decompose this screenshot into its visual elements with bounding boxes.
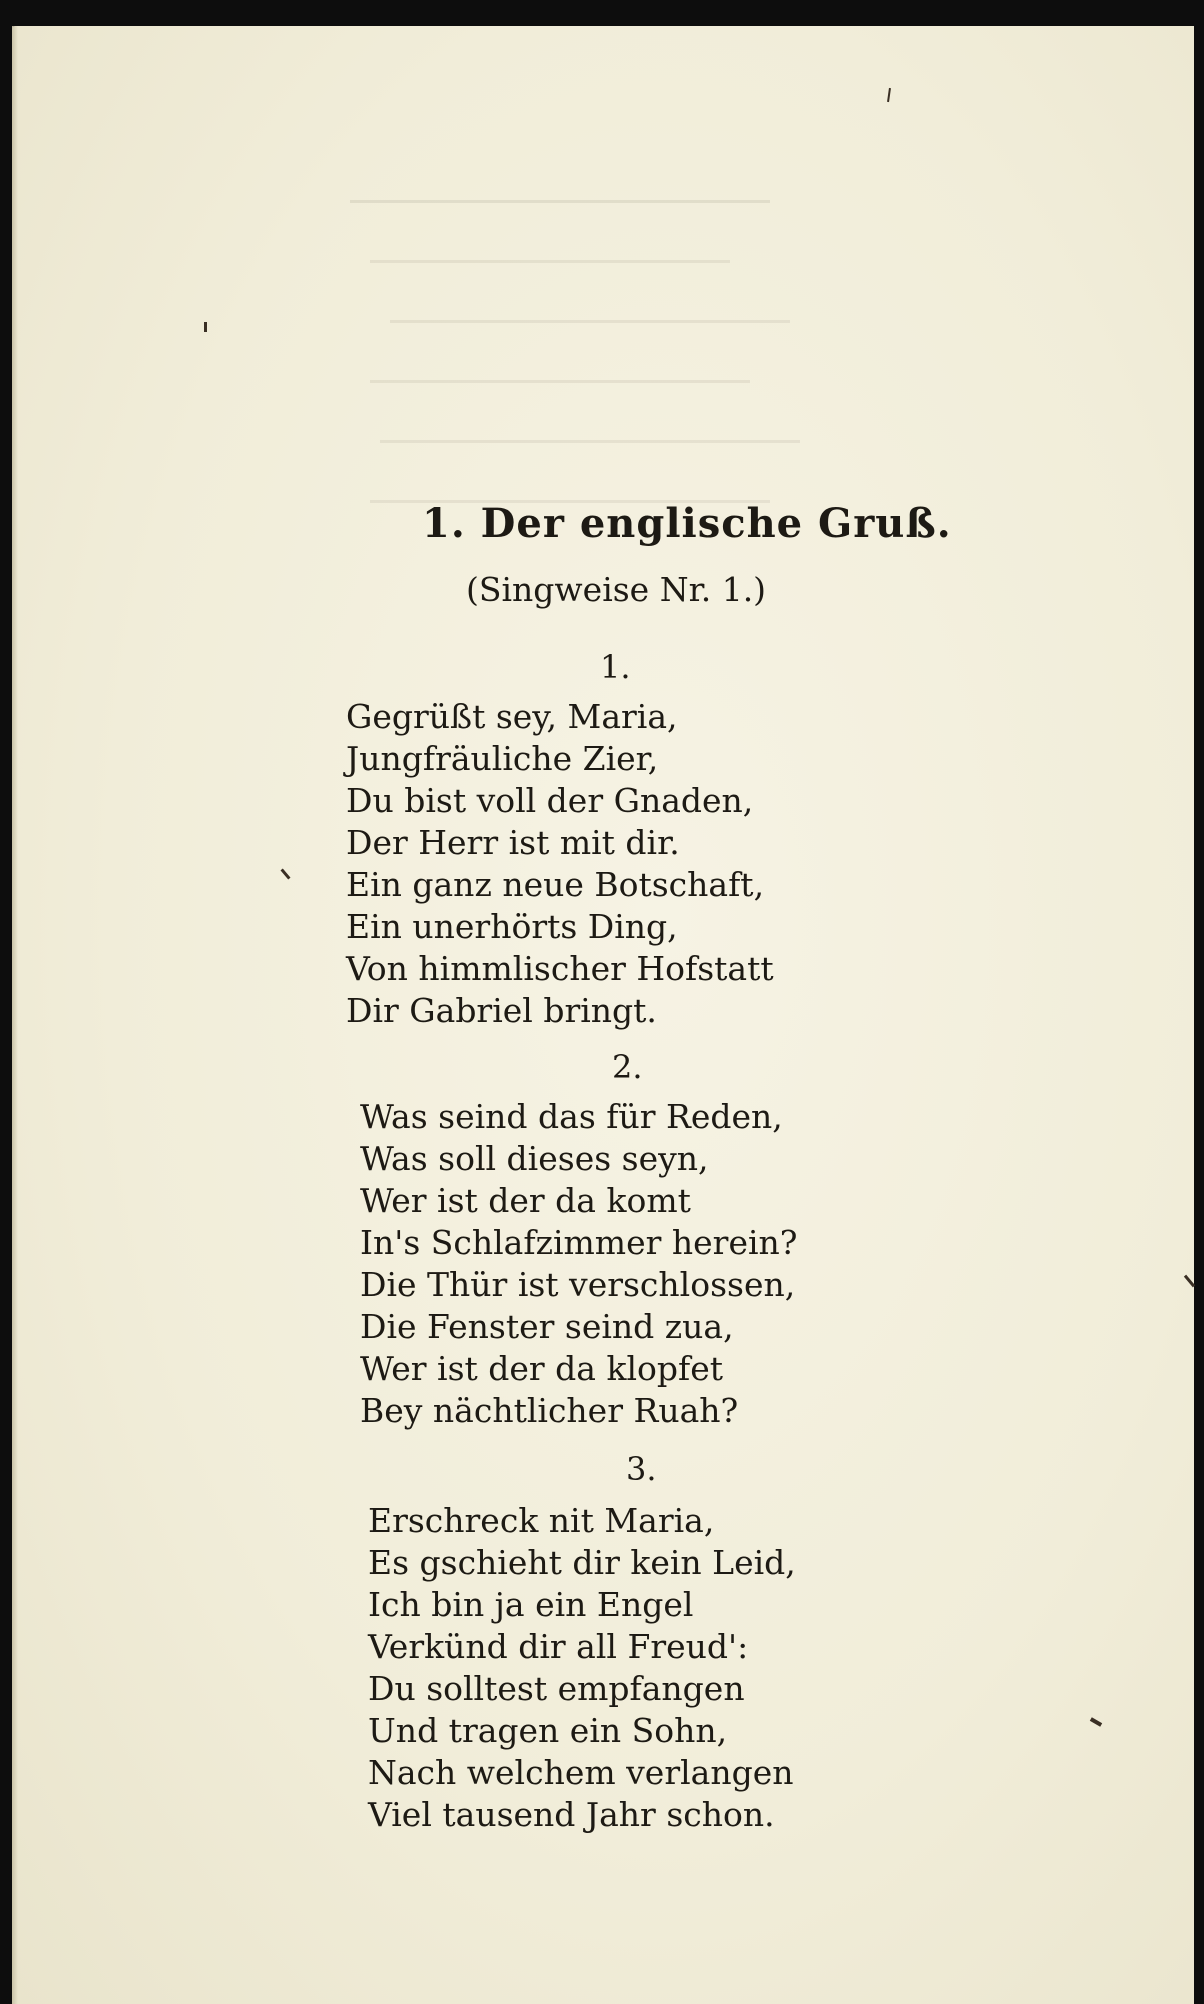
song-title: 1. Der englische Gruß. bbox=[422, 500, 952, 547]
verse-line: Was seind das für Reden, bbox=[360, 1097, 783, 1136]
stanza-number: 1. bbox=[600, 648, 631, 686]
verse-line: Bey nächtlicher Ruah? bbox=[360, 1391, 739, 1430]
stray-mark bbox=[204, 322, 207, 332]
verse-line: Jungfräuliche Zier, bbox=[346, 739, 659, 778]
stanza-number: 2. bbox=[612, 1048, 643, 1086]
verse-line: Viel tausend Jahr schon. bbox=[368, 1795, 775, 1834]
verse-line: Ein ganz neue Botschaft, bbox=[346, 865, 765, 904]
verse-line: Nach welchem verlangen bbox=[368, 1753, 794, 1792]
verse-line: Ich bin ja ein Engel bbox=[368, 1585, 694, 1624]
page-edge-shadow bbox=[12, 26, 18, 2004]
stanza-2 bbox=[360, 1096, 797, 1432]
melody-note: (Singweise Nr. 1.) bbox=[466, 570, 767, 609]
verse-line: Gegrüßt sey, Maria, bbox=[346, 697, 678, 736]
verse-line: Die Fenster seind zua, bbox=[360, 1307, 734, 1346]
verse-line: Ein unerhörts Ding, bbox=[346, 907, 678, 946]
verse-line: Und tragen ein Sohn, bbox=[368, 1711, 728, 1750]
verse-line: Es gschieht dir kein Leid, bbox=[368, 1543, 796, 1582]
verse-line: Wer ist der da komt bbox=[360, 1181, 691, 1220]
verse-line: Der Herr ist mit dir. bbox=[346, 823, 680, 862]
verse-line: Was soll dieses seyn, bbox=[360, 1139, 709, 1178]
stanza-3 bbox=[368, 1500, 796, 1836]
verse-line: Dir Gabriel bringt. bbox=[346, 991, 657, 1030]
verse-line: Die Thür ist verschlossen, bbox=[360, 1265, 796, 1304]
verse-line: Wer ist der da klopfet bbox=[360, 1349, 724, 1388]
verse-line: Du bist voll der Gnaden, bbox=[346, 781, 754, 820]
verse-line: Erschreck nit Maria, bbox=[368, 1501, 715, 1540]
stanza-1 bbox=[346, 696, 774, 1032]
verse-line: Von himmlischer Hofstatt bbox=[346, 949, 774, 988]
verse-line: Du solltest empfangen bbox=[368, 1669, 745, 1708]
stanza-number: 3. bbox=[626, 1450, 657, 1488]
verse-line: In's Schlafzimmer herein? bbox=[360, 1223, 798, 1262]
verse-line: Verkünd dir all Freud': bbox=[368, 1627, 749, 1666]
